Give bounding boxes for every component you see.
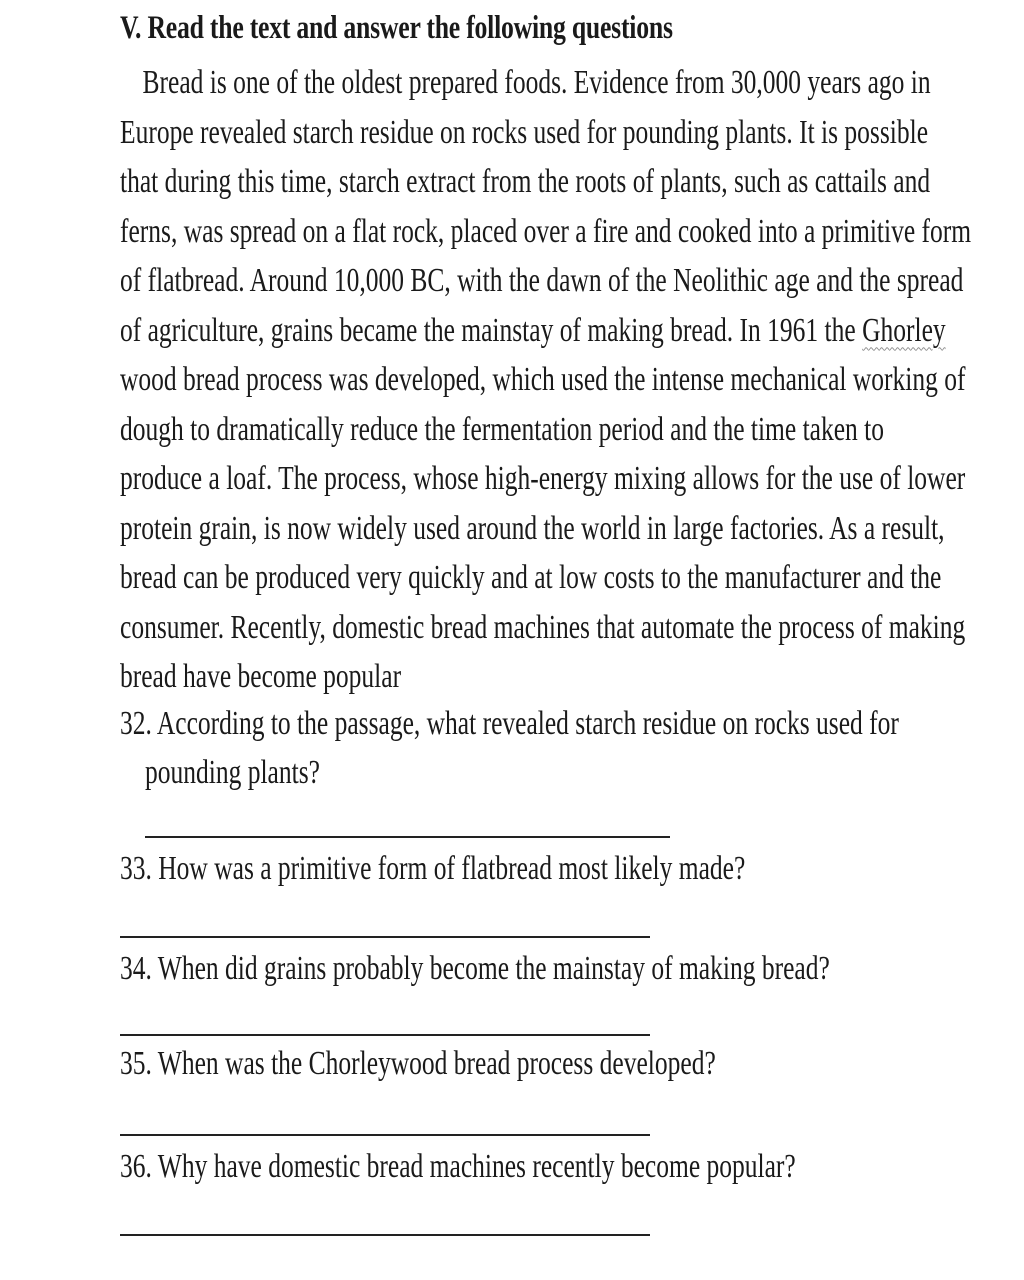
passage-line: Bread is one of the oldest prepared foods. Evidence from 30,000 years ago in xyxy=(142,64,931,101)
passage-line: wood bread process was developed, which used the intense mechanical working of xyxy=(120,361,966,398)
passage-line: produce a loaf. The process, whose high-energy mixing allows for the use of lower xyxy=(120,460,966,497)
section-heading: V. Read the text and answer the following questions xyxy=(120,10,673,46)
question-35: 35. When was the Chorleywood bread process developed? xyxy=(120,1045,716,1082)
passage-line xyxy=(120,306,946,356)
passage-line: bread have become popular xyxy=(120,658,402,695)
answer-line-33[interactable] xyxy=(120,936,650,938)
answer-line-32[interactable] xyxy=(145,836,670,838)
reading-passage xyxy=(120,58,972,702)
question-32-continued: pounding plants? xyxy=(145,754,320,791)
passage-line: consumer. Recently, domestic bread machines that automate the process of making xyxy=(120,608,966,646)
passage-line: ferns, was spread on a flat rock, placed over a fire and cooked into a primitive form xyxy=(120,212,972,250)
answer-line-34[interactable] xyxy=(120,1034,650,1036)
spellcheck-flagged-word: Ghorley xyxy=(862,311,946,349)
question-34: 34. When did grains probably become the mainstay of making bread? xyxy=(120,950,830,987)
passage-line: that during this time, starch extract from the roots of plants, such as cattails and xyxy=(120,163,931,200)
question-36: 36. Why have domestic bread machines recently become popular? xyxy=(120,1148,796,1185)
question-33: 33. How was a primitive form of flatbread most likely made? xyxy=(120,850,746,887)
passage-line: of flatbread. Around 10,000 BC, with the dawn of the Neolithic age and the spread xyxy=(120,262,964,299)
passage-line-text: of agriculture, grains became the mainstay of making bread. In 1961 the xyxy=(120,311,863,349)
question-32: 32. According to the passage, what revealed starch residue on rocks used for xyxy=(120,705,899,742)
passage-line: bread can be produced very quickly and at low costs to the manufacturer and the xyxy=(120,559,942,596)
answer-line-36[interactable] xyxy=(120,1234,650,1236)
passage-line: dough to dramatically reduce the fermentation period and the time taken to xyxy=(120,410,885,448)
passage-line: Europe revealed starch residue on rocks used for pounding plants. It is possible xyxy=(120,113,929,151)
answer-line-35[interactable] xyxy=(120,1134,650,1136)
passage-line: protein grain, is now widely used around the world in large factories. As a result, xyxy=(120,509,945,547)
